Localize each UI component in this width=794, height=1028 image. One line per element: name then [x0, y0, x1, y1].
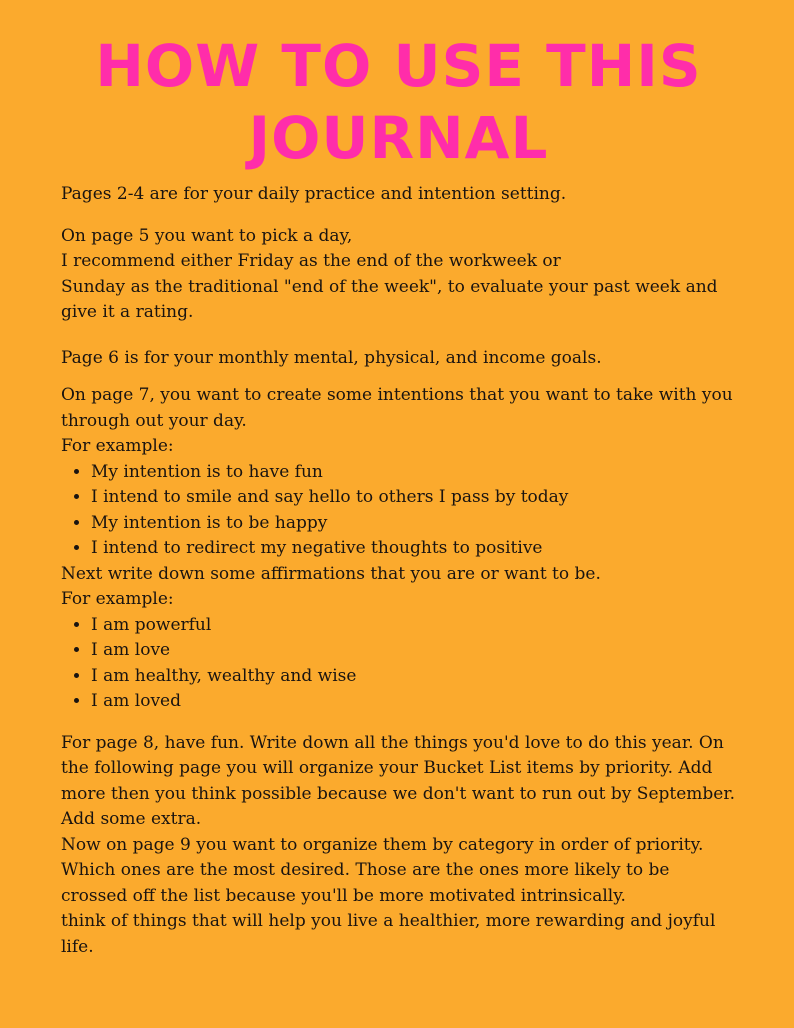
list-item: • I am loved [91, 689, 736, 715]
list-item: • I intend to redirect my negative thoughts to positive [91, 536, 736, 562]
intentions-list [61, 460, 736, 562]
list-item: • I am love [91, 638, 736, 664]
list-item: • I intend to smile and say hello to others I pass by today [91, 485, 736, 511]
intentions-example-label: For example: [61, 436, 174, 456]
list-item: • My intention is to be happy [91, 511, 736, 537]
daily-practice-paragraph: Pages 2-4 are for your daily practice and intention setting. [61, 184, 567, 204]
priority-paragraph: Now on page 9 you want to organize them by category in order of priority. Which ones are the most desired. Those are the ones more likely to be crossed off the list because you'll be more motivated intrinsically. [61, 834, 704, 906]
affirmations-example-label: For example: [61, 589, 174, 609]
list-item: • My intention is to have fun [91, 460, 736, 486]
weekly-review-line-1: On page 5 you want to pick a day, [61, 225, 353, 246]
list-item: • I am healthy, wealthy and wise [91, 664, 736, 690]
bucket-list-paragraph: For page 8, have fun. Write down all the things you'd love to do this year. On the following page you will organize your Bucket List items by priority. Add more then you think possible because we don't want to run out by September. Add some extra. [61, 732, 735, 829]
list-item: • I am powerful [91, 613, 736, 639]
intentions-intro: On page 7, you want to create some intentions that you want to take with you through out your day. [61, 385, 733, 431]
weekly-review-line-3: Sunday as the traditional "end of the week", to evaluate your past week and give it a rating. [61, 276, 718, 322]
page-title: HOW TO USE THIS JOURNAL [95, 32, 702, 172]
instructions-body [61, 182, 736, 960]
weekly-review-line-2: I recommend either Friday as the end of the workweek or [61, 251, 561, 271]
affirmations-intro: Next write down some affirmations that you are or want to be. [61, 563, 601, 584]
weekly-review-paragraph [61, 224, 736, 326]
healthier-life-paragraph: think of things that will help you live a healthier, more rewarding and joyful life. [61, 911, 716, 957]
affirmations-list [61, 613, 736, 715]
intentions-section [61, 383, 736, 715]
bucket-list-section [61, 731, 736, 961]
monthly-goals-paragraph: Page 6 is for your monthly mental, physical, and income goals. [61, 347, 602, 368]
